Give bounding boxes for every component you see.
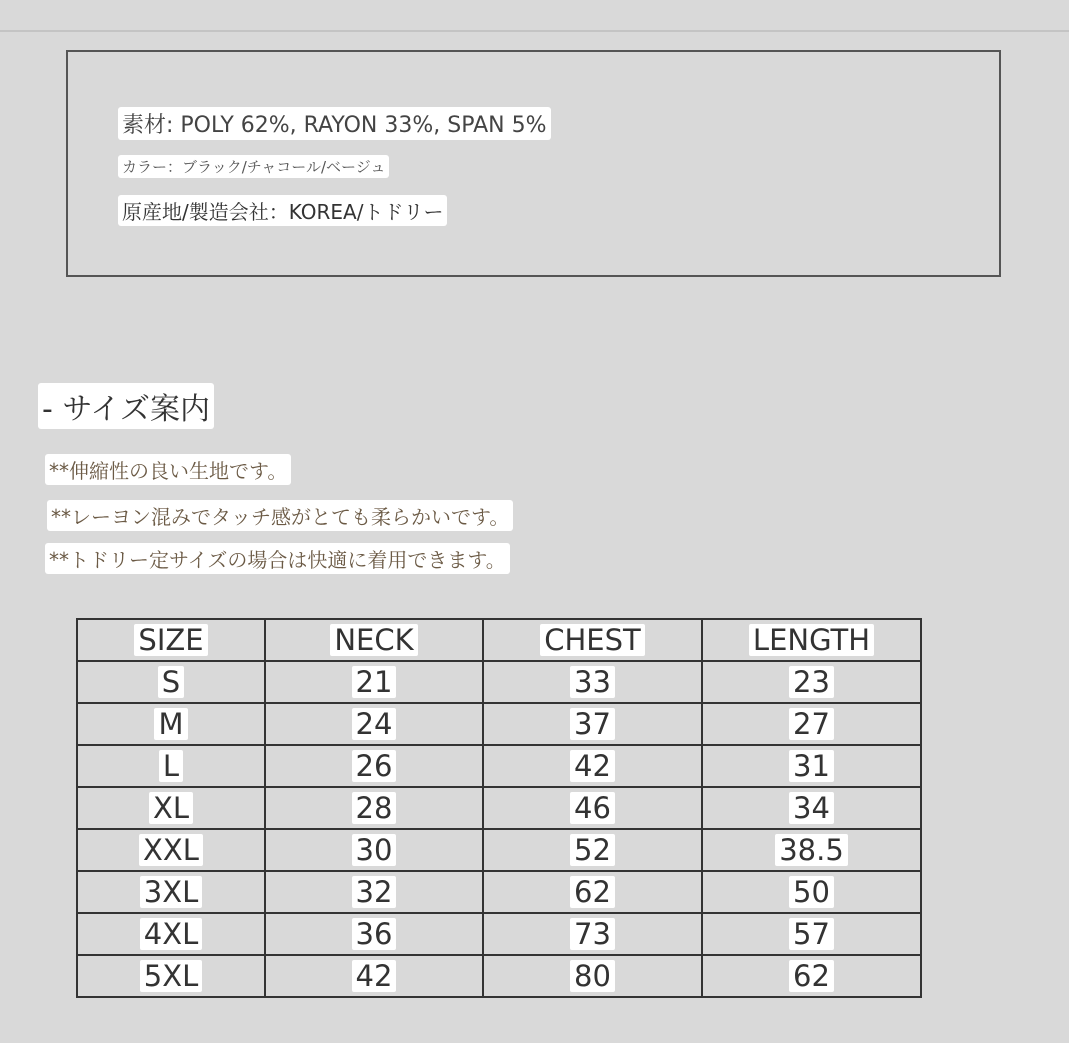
color-options-text: カラー：ブラック/チャコール/ベージュ (118, 155, 389, 178)
table-row (77, 913, 921, 955)
table-cell: 73 (483, 913, 702, 955)
header-cell: NECK (265, 619, 483, 661)
table-cell: 34 (702, 787, 921, 829)
table-row (77, 661, 921, 703)
size-note: **レーヨン混みでタッチ感がとても柔らかいです。 (47, 500, 513, 531)
table-cell: 4XL (77, 913, 265, 955)
size-note: **伸縮性の良い生地です。 (45, 454, 291, 485)
table-cell: 36 (265, 913, 483, 955)
table-cell: 3XL (77, 871, 265, 913)
table-row (77, 871, 921, 913)
origin-manufacturer-text: 原産地/製造会社：KOREA/トドリー (118, 195, 447, 226)
table-row (77, 955, 921, 997)
table-cell: 37 (483, 703, 702, 745)
product-info-box (66, 50, 1001, 277)
table-cell: 23 (702, 661, 921, 703)
table-cell: 27 (702, 703, 921, 745)
table-cell: 80 (483, 955, 702, 997)
size-guide-title: - サイズ案内 (38, 383, 214, 429)
table-cell: XL (77, 787, 265, 829)
table-cell: 32 (265, 871, 483, 913)
table-cell: 30 (265, 829, 483, 871)
table-row (77, 703, 921, 745)
table-cell: S (77, 661, 265, 703)
table-cell: 57 (702, 913, 921, 955)
table-cell: 24 (265, 703, 483, 745)
table-cell: 38.5 (702, 829, 921, 871)
table-cell: 21 (265, 661, 483, 703)
table-cell: L (77, 745, 265, 787)
table-cell: M (77, 703, 265, 745)
table-row (77, 787, 921, 829)
table-cell: 46 (483, 787, 702, 829)
table-cell: 5XL (77, 955, 265, 997)
table-cell: XXL (77, 829, 265, 871)
table-cell: 62 (702, 955, 921, 997)
table-cell: 26 (265, 745, 483, 787)
table-cell: 52 (483, 829, 702, 871)
table-cell: 50 (702, 871, 921, 913)
table-cell: 33 (483, 661, 702, 703)
size-note: **トドリー定サイズの場合は快適に着用できます。 (45, 543, 510, 574)
table-cell: 31 (702, 745, 921, 787)
material-text: 素材: POLY 62%, RAYON 33%, SPAN 5% (118, 107, 551, 140)
size-table (76, 618, 922, 998)
header-cell: CHEST (483, 619, 702, 661)
table-cell: 28 (265, 787, 483, 829)
table-cell: 42 (265, 955, 483, 997)
table-header-row (77, 619, 921, 661)
table-row (77, 745, 921, 787)
top-divider (0, 30, 1069, 32)
table-row (77, 829, 921, 871)
table-cell: 62 (483, 871, 702, 913)
header-cell: LENGTH (702, 619, 921, 661)
table-cell: 42 (483, 745, 702, 787)
header-cell: SIZE (77, 619, 265, 661)
